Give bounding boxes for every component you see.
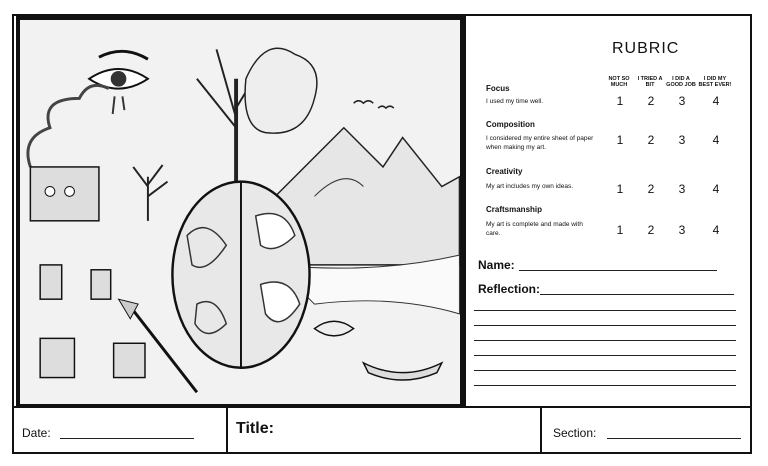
date-field[interactable]: [60, 438, 194, 439]
criterion-title: Craftsmanship: [486, 205, 543, 214]
column-header: I DID A GOOD JOB: [666, 76, 696, 88]
score-option[interactable]: 4: [712, 182, 720, 196]
column-header: NOT SO MUCH: [608, 76, 630, 88]
score-option[interactable]: 2: [647, 182, 655, 196]
score-option[interactable]: 4: [712, 94, 720, 108]
score-option[interactable]: 3: [678, 94, 686, 108]
name-label: Name:: [478, 258, 515, 272]
column-header: I DID MY BEST EVER!: [698, 76, 732, 88]
reflection-label: Reflection:: [478, 282, 541, 296]
footer-cell-divider: [540, 406, 542, 454]
score-option[interactable]: 2: [647, 223, 655, 237]
criterion-description: I used my time well.: [486, 98, 544, 105]
score-option[interactable]: 3: [678, 133, 686, 147]
date-label: Date:: [22, 426, 51, 440]
score-option[interactable]: 1: [616, 94, 624, 108]
reflection-line[interactable]: [474, 325, 736, 326]
column-divider: [464, 14, 466, 408]
title-label: Title:: [236, 420, 274, 437]
name-field[interactable]: [519, 270, 717, 271]
score-option[interactable]: 2: [647, 133, 655, 147]
criterion-title: Composition: [486, 120, 535, 129]
reflection-line[interactable]: [474, 340, 736, 341]
section-field[interactable]: [607, 438, 741, 439]
footer-cell-divider: [226, 406, 228, 454]
criterion-title: Focus: [486, 84, 510, 93]
criterion-description: My art includes my own ideas.: [486, 183, 574, 190]
section-label: Section:: [553, 426, 597, 440]
environment-drawing: [20, 20, 460, 404]
rubric-title: RUBRIC: [612, 40, 680, 57]
score-option[interactable]: 1: [616, 223, 624, 237]
criterion-description: I considered my entire sheet of paper when making my art.: [486, 135, 594, 151]
score-option[interactable]: 3: [678, 223, 686, 237]
footer-divider: [12, 406, 752, 408]
reflection-line[interactable]: [474, 310, 736, 311]
criterion-title: Creativity: [486, 167, 523, 176]
artwork-image: [16, 16, 464, 408]
score-option[interactable]: 3: [678, 182, 686, 196]
score-option[interactable]: 4: [712, 133, 720, 147]
score-option[interactable]: 4: [712, 223, 720, 237]
criterion-description: My art is complete and made with care.: [486, 221, 583, 237]
reflection-line[interactable]: [474, 370, 736, 371]
reflection-line[interactable]: [474, 355, 736, 356]
score-option[interactable]: 2: [647, 94, 655, 108]
reflection-line[interactable]: [474, 385, 736, 386]
column-header: I TRIED A BIT: [637, 76, 663, 88]
reflection-field[interactable]: [540, 294, 734, 295]
score-option[interactable]: 1: [616, 182, 624, 196]
score-option[interactable]: 1: [616, 133, 624, 147]
